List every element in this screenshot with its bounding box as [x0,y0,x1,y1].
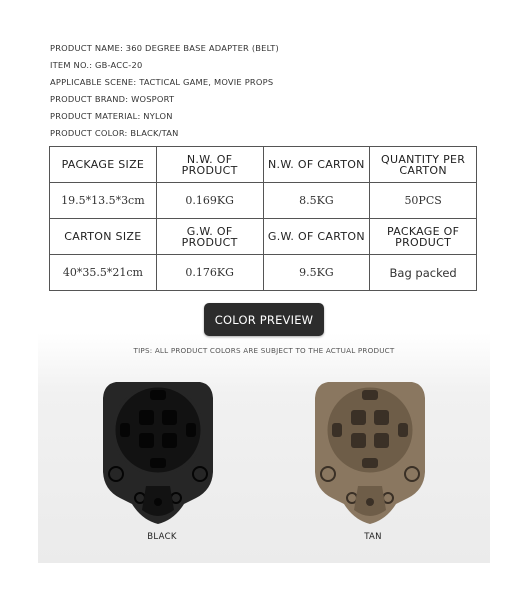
table-row [50,147,477,183]
table-row [50,219,477,255]
adapter-tan-image [300,368,440,538]
product-image-black [88,368,228,538]
table-row [50,255,477,291]
value-gw-of-product: 0.176KG [156,255,263,291]
header-quantity-per-carton: QUANTITY PER CARTON [370,147,477,183]
adapter-black-image [88,368,228,538]
color-label-tan: TAN [364,532,382,542]
value-carton-size: 40*35.5*21cm [50,255,157,291]
header-nw-of-carton: N.W. OF CARTON [263,147,370,183]
header-package-size: PACKAGE SIZE [50,147,157,183]
header-gw-of-product: G.W. OF PRODUCT [156,219,263,255]
spec-product-material: PRODUCT MATERIAL: NYLON [50,111,173,121]
product-info-sheet [38,33,490,563]
value-package-of-product: Bag packed [370,255,477,291]
value-nw-of-carton: 8.5KG [263,183,370,219]
value-quantity-per-carton: 50PCS [370,183,477,219]
product-spec-list [50,40,279,142]
spec-item-no: ITEM NO.: GB-ACC-20 [50,60,143,70]
header-carton-size: CARTON SIZE [50,219,157,255]
color-preview-button[interactable]: COLOR PREVIEW [204,303,324,336]
color-tips-note: TIPS: ALL PRODUCT COLORS ARE SUBJECT TO THE ACTUAL PRODUCT [133,346,395,355]
spec-product-name: PRODUCT NAME: 360 DEGREE BASE ADAPTER (BELT) [50,43,279,53]
header-gw-of-carton: G.W. OF CARTON [263,219,370,255]
packaging-table [49,146,477,291]
header-package-of-product: PACKAGE OF PRODUCT [370,219,477,255]
spec-applicable-scene: APPLICABLE SCENE: TACTICAL GAME, MOVIE PROPS [50,77,274,87]
product-image-tan [300,368,440,538]
value-nw-of-product: 0.169KG [156,183,263,219]
table-row [50,183,477,219]
value-gw-of-carton: 9.5KG [263,255,370,291]
color-label-black: BLACK [147,532,177,542]
value-package-size: 19.5*13.5*3cm [50,183,157,219]
spec-product-brand: PRODUCT BRAND: WOSPORT [50,94,175,104]
spec-product-color: PRODUCT COLOR: BLACK/TAN [50,128,179,138]
header-nw-of-product: N.W. OF PRODUCT [156,147,263,183]
